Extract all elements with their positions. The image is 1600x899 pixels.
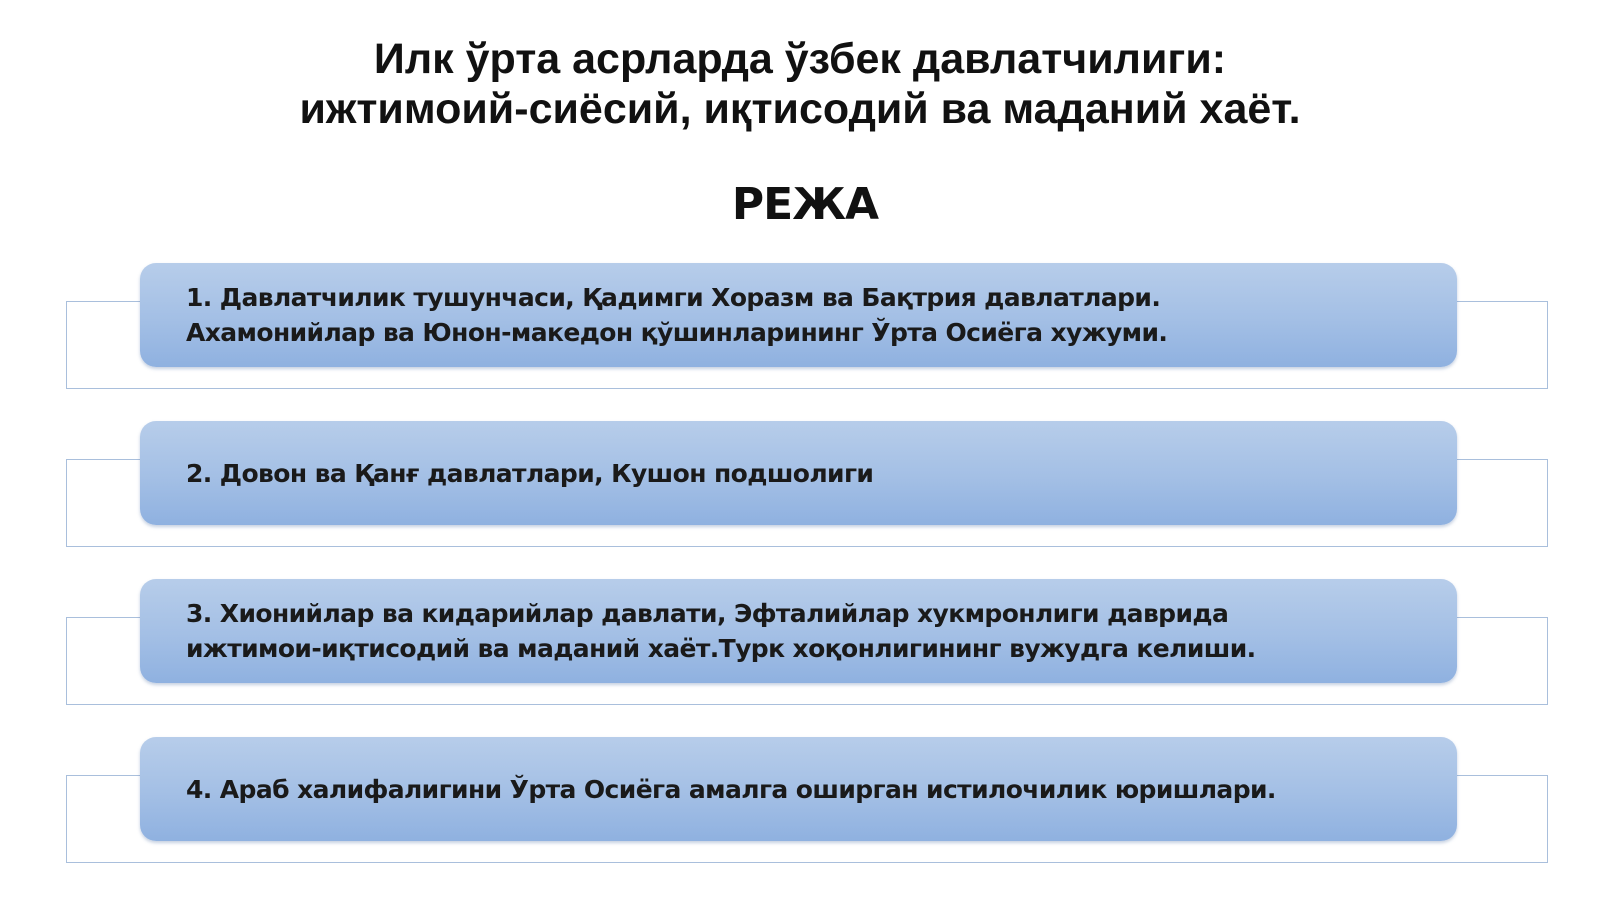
plan-item-2-text: 2. Довон ва Қанғ давлатлари, Кушон подшолиги bbox=[186, 458, 874, 488]
plan-item-4-text: 4. Араб халифалигини Ўрта Осиёга амалга оширган истилочилик юришлари. bbox=[186, 774, 1276, 804]
plan-heading: РЕЖА bbox=[731, 179, 879, 230]
slide-title-line-1: Илк ўрта асрларда ўзбек давлатчилиги: bbox=[373, 35, 1227, 83]
plan-item-3-text: 3. Хионийлар ва кидарийлар давлати, Эфталийлар хукмронлиги даврида ижтимои-иқтисодий ва маданий хаёт.Турк хоқонлигининг вужудга келиши. bbox=[186, 599, 1256, 663]
plan-item-3 bbox=[140, 579, 1457, 683]
plan-item-1-text: 1. Давлатчилик тушунчаси, Қадимги Хоразм ва Бақтрия давлатлари. Ахамонийлар ва Юнон-македон қўшинларининг Ўрта Осиёга хужуми. bbox=[186, 283, 1168, 347]
plan-item-2 bbox=[140, 421, 1457, 525]
plan-item-1 bbox=[140, 263, 1457, 367]
slide-title-line-2: ижтимоий-сиёсий, иқтисодий ва маданий хаёт. bbox=[299, 85, 1301, 133]
slide-title bbox=[0, 34, 1600, 134]
plan-item-4 bbox=[140, 737, 1457, 841]
